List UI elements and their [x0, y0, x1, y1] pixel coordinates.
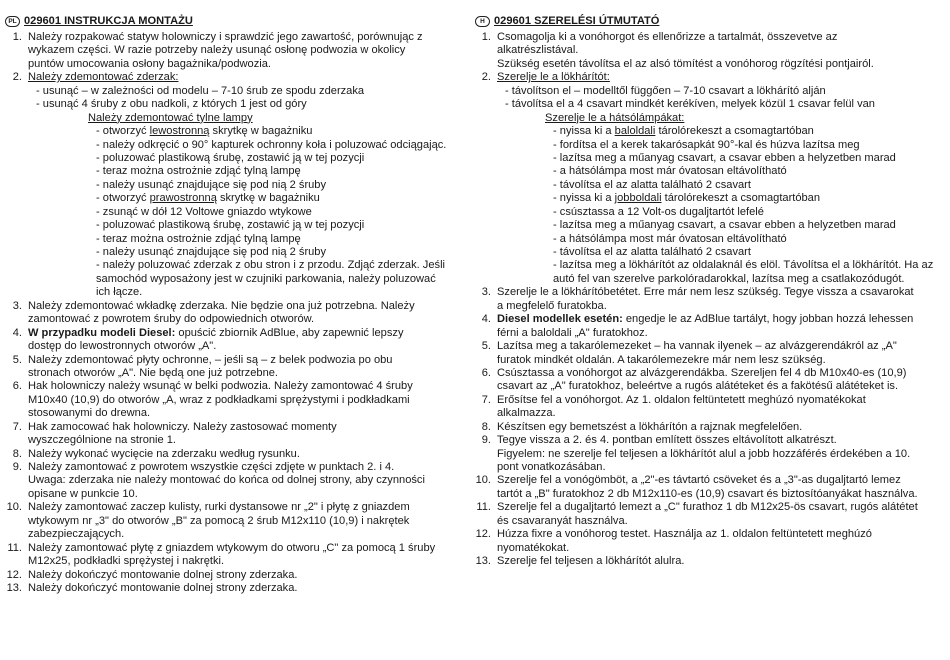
instruction-line [475, 233, 950, 246]
instruction-line [475, 407, 950, 420]
step-text: Należy dokończyć montowanie dolnej strony zderzaka. [28, 568, 298, 581]
step-text: Figyelem: ne szerelje fel teljesen a lökhárítót alul a jobb hozzáférés érdekében a 10. [497, 447, 911, 460]
step-text: - usunąć 4 śruby z obu nadkoli, z których 1 jest od góry [36, 98, 307, 111]
step-number: 4. [12, 326, 22, 339]
instruction-line [0, 313, 472, 326]
instruction-step [0, 31, 472, 44]
step-text: Należy dokończyć montowanie dolnej strony zderzaka. [28, 581, 298, 594]
step-text: - lazítsa meg a műanyag csavart, a csavar ebben a helyzetben marad [553, 151, 896, 164]
step-text: ich łącze. [96, 286, 143, 299]
step-text: Należy zamontować zaczep kulisty, rurki dystansowe nr „2" i płytę z gniazdem [28, 501, 410, 514]
step-text: - a hátsólámpa most már óvatosan eltávolítható [553, 165, 787, 178]
instruction-line [475, 165, 950, 178]
step-text: Należy zdemontować zderzak: [28, 71, 179, 84]
step-number: 5. [12, 353, 22, 366]
step-text: Należy zamontować płytę z gniazdem wtykowym do otworu „C" za pomocą 1 śruby [28, 541, 436, 554]
step-text: - należy odkręcić o 90° kapturek ochronny koła i poluzować odciągając. [96, 138, 447, 151]
instruction-line [0, 125, 472, 138]
instruction-line [475, 98, 950, 111]
step-number: 3. [481, 286, 491, 299]
step-text: stronach otworów „A". Nie będą one już potrzebne. [28, 366, 278, 379]
step-number: 7. [481, 393, 491, 406]
step-text: pont vonatkozásában. [497, 461, 606, 473]
step-text: Szerelje le a hátsólámpákat: [545, 111, 685, 124]
step-text: Szerelje fel teljesen a lökhárítót alulra. [497, 555, 685, 568]
instruction-line [475, 259, 950, 272]
step-text: Należy wykonać wycięcie na zderzaku według rysunku. [28, 447, 300, 460]
instruction-line [0, 286, 472, 299]
step-number: 13. [6, 581, 22, 594]
step-text: - lazítsa meg a lökhárítót az oldalaknál és elöl. Távolítsa el a lökhárítót. Ha az [553, 259, 934, 272]
step-text: - zsunąć w dół 12 Voltowe gniazdo wtykowe [96, 205, 312, 218]
instruction-line [0, 246, 472, 259]
step-number: 11. [476, 501, 491, 514]
step-text: Należy zdemontować wkładkę zderzaka. Nie będzie ona już potrzebna. Należy [28, 299, 415, 312]
step-text: Szerelje fel a dugaljtartó lemezt a „C" furathoz 1 db M12x25-ös csavart, rugós alátétet [497, 501, 918, 514]
step-text: - teraz można ostrożnie zdjąć tylną lampę [96, 165, 301, 178]
step-number: 11. [7, 541, 22, 554]
section-title-pl: 029601 INSTRUKCJA MONTAŻU [24, 15, 193, 27]
step-text: - fordítsa el a kerek takarósapkát 90°-kal és húzva lazítsa meg [553, 138, 860, 151]
step-text: - nyissa ki a baloldali tárolórekeszt a csomagtartóban [553, 125, 814, 138]
step-text: Szerelje le a lökhárítóbetétet. Erre már nem lesz szükség. Tegye vissza a csavarokat [497, 286, 914, 299]
instruction-line [475, 380, 950, 393]
step-text: M12x25, podkładki sprężystej i nakrętki. [28, 555, 225, 568]
instruction-line [0, 488, 472, 501]
step-text: furatok mindkét oldalán. A takarólemezekre már nem lesz szükség. [497, 353, 826, 366]
instruction-line [475, 206, 950, 219]
instruction-step [475, 367, 950, 380]
step-text: autó fel van szerelve parkolóradarokkal, lazítsa meg a csatlakozódugót. [553, 272, 905, 285]
step-number: 1. [481, 31, 491, 43]
instruction-list-hu [475, 31, 950, 569]
instruction-line [475, 354, 950, 367]
step-text: Lazítsa meg a takarólemezeket – ha vannak ilyenek – az alvázgerendákról az „A" [497, 340, 897, 353]
step-text: - távolítson el – modelltől függően – 7-10 csavart a lökhárító alján [505, 84, 826, 97]
step-text: csavart az „A" furatokhoz, beleértve a rugós alátéteket és a fakötésű alátéteket is. [497, 380, 899, 393]
section-header-hu [475, 15, 659, 28]
step-number: 6. [12, 380, 22, 393]
instruction-line [0, 98, 472, 111]
step-text: - otworzyć lewostronną skrytkę w bagażniku [96, 125, 313, 138]
instruction-step [0, 380, 472, 393]
instruction-line [0, 340, 472, 353]
step-text: Należy zdemontować tylne lampy [88, 111, 253, 124]
step-text: - teraz można ostrożnie zdjąć tylną lampę [96, 232, 301, 245]
step-number: 8. [481, 420, 491, 433]
step-text: - távolítsa el az alatta található 2 csavart [553, 246, 751, 258]
instruction-line [475, 219, 950, 232]
instruction-list-pl [0, 31, 472, 595]
instruction-step [475, 394, 950, 407]
step-text: Szerelje fel a vonógömböt, a „2"-es távtartó csöveket és a „3"-as dugaljtartó lemez [497, 474, 901, 487]
step-text: Tegye vissza a 2. és 4. pontban említett összes eltávolított alkatrészt. [497, 434, 837, 447]
instruction-step [0, 421, 472, 434]
step-text: - távolítsa el az alatta található 2 csavart [553, 178, 751, 191]
step-text: M10x40 (10,9) do otworów „A, wraz z podkładkami sprężystymi i podkładkami [28, 393, 410, 406]
step-number: 9. [12, 461, 22, 473]
step-text: Należy zamontować z powrotem wszystkie części zdjęte w punktach 2. i 4. [28, 461, 395, 473]
step-text: - a hátsólámpa most már óvatosan eltávolítható [553, 232, 787, 245]
instruction-line [475, 300, 950, 313]
step-text: - poluzować plastikową śrubę, zostawić ją w tej pozycji [96, 151, 365, 164]
step-number: 6. [481, 366, 491, 379]
step-text: zamontować z powrotem śruby do odpowiednich otworów. [28, 313, 315, 326]
step-text: Diesel modellek esetén: engedje le az AdBlue tartályt, hogy jobban hozzá lehessen [497, 313, 914, 326]
instruction-step [475, 71, 950, 84]
section-title-hu: 029601 SZERELÉSI ÚTMUTATÓ [494, 15, 660, 27]
step-text: stosowanymi do drewna. [28, 407, 151, 420]
instruction-line [0, 219, 472, 232]
step-number: 5. [481, 340, 491, 353]
instruction-line [475, 488, 950, 501]
instruction-line [0, 259, 472, 272]
instruction-step [0, 542, 472, 555]
instruction-step [475, 528, 950, 541]
step-text: alkalmazza. [497, 407, 556, 420]
instruction-line [0, 434, 472, 447]
step-text: - otworzyć prawostronną skrytkę w bagażniku [96, 192, 320, 205]
instruction-step [0, 327, 472, 340]
step-text: puntów umocowania osłony bagażnika/podwozia. [28, 57, 271, 70]
instruction-line [475, 515, 950, 528]
instruction-step [475, 313, 950, 326]
instruction-line [0, 555, 472, 568]
instruction-line [475, 192, 950, 205]
step-text: - poluzować plastikową śrubę, zostawić ją w tej pozycji [96, 219, 365, 232]
step-text: Szerelje le a lökhárítót: [497, 71, 610, 84]
instruction-step [0, 448, 472, 461]
instruction-line [475, 58, 950, 71]
step-number: 2. [481, 71, 491, 84]
step-text: samochód wyposażony jest w czujniki parkowania, należy poluzować [96, 272, 436, 285]
step-text: dostęp do lewostronnych otworów „A". [28, 340, 217, 353]
instruction-line [0, 407, 472, 420]
instruction-line [0, 85, 472, 98]
step-text: Szükség esetén távolítsa el az alsó tömítést a vonóhorog rögzítési pontjairól. [497, 57, 874, 70]
step-text: - nyissa ki a jobboldali tárolórekeszt a csomagtartóban [553, 192, 821, 205]
step-text: férni a baloldali „A" furatokhoz. [497, 326, 648, 339]
step-number: 1. [12, 31, 22, 43]
instruction-step [0, 582, 472, 595]
step-number: 9. [481, 434, 491, 447]
step-text: wyszczególnione na stronie 1. [28, 434, 176, 447]
instruction-line [475, 327, 950, 340]
instruction-line [475, 152, 950, 165]
step-text: opisane w punkcie 10. [28, 487, 138, 500]
instruction-line [0, 206, 472, 219]
step-text: - należy usunąć znajdujące się pod nią 2 śruby [96, 246, 327, 258]
step-number: 13. [475, 555, 491, 568]
step-text: Należy zdemontować płyty ochronne, – jeśli są – z belek podwozia po obu [28, 353, 393, 366]
instruction-step [0, 569, 472, 582]
instruction-line [0, 474, 472, 487]
step-text: wtykowym nr „3" do otworów „B" za pomocą 2 śrub M12x110 (10,9) i nakrętek [28, 514, 410, 527]
instruction-line [0, 515, 472, 528]
step-text: Hak zamocować hak holowniczy. Należy zastosować momenty [28, 420, 337, 433]
instruction-step [0, 461, 472, 474]
instruction-step [0, 354, 472, 367]
step-text: Húzza fixre a vonóhorog testet. Használja az 1. oldalon feltüntetett meghúzó [497, 528, 872, 541]
instruction-step [475, 434, 950, 447]
instruction-step [475, 286, 950, 299]
instruction-line [0, 112, 472, 125]
step-text: Należy rozpakować statyw holowniczy i sprawdzić jego zawartość, porównując z [28, 31, 423, 43]
instruction-line [475, 85, 950, 98]
instruction-step [0, 300, 472, 313]
step-number: 12. [475, 528, 491, 541]
instruction-line [0, 394, 472, 407]
step-text: wykazem części. W razie potrzeby należy usunąć osłonę podwozia w okolicy [28, 44, 406, 57]
step-number: 3. [12, 299, 22, 312]
instruction-step [475, 474, 950, 487]
step-number: 7. [12, 420, 22, 433]
instruction-step [475, 555, 950, 568]
step-text: - należy poluzować zderzak z obu stron i z przodu. Zdjąć zderzak. Jeśli [96, 259, 445, 272]
step-text: Csomagolja ki a vonóhorgot és ellenőrizze a tartalmát, összevetve az [497, 31, 838, 43]
instruction-line [475, 179, 950, 192]
instruction-line [0, 192, 472, 205]
instruction-line [0, 367, 472, 380]
language-badge-pl: PL [5, 16, 20, 27]
instruction-step [0, 501, 472, 514]
instruction-line [0, 233, 472, 246]
step-number: 10. [475, 474, 491, 487]
step-text: - usunąć – w zależności od modelu – 7-10 śrub ze spodu zderzaka [36, 84, 365, 97]
instruction-line [0, 44, 472, 57]
instruction-line [0, 152, 472, 165]
instruction-line [475, 44, 950, 57]
step-text: W przypadku modeli Diesel: opuścić zbiornik AdBlue, aby zapewnić lepszy [28, 326, 404, 339]
step-text: Erősítse fel a vonóhorgot. Az 1. oldalon feltüntetett meghúzó nyomatékokat [497, 393, 866, 406]
step-text: - lazítsa meg a műanyag csavart, a csavar ebben a helyzetben marad [553, 219, 896, 232]
instruction-line [475, 112, 950, 125]
step-number: 4. [481, 313, 491, 326]
instruction-line [0, 58, 472, 71]
step-text: Hak holowniczy należy wsunąć w belki podwozia. Należy zamontować 4 śruby [28, 380, 413, 393]
instruction-step [475, 340, 950, 353]
instruction-line [475, 461, 950, 474]
step-text: - távolítsa el a 4 csavart mindkét kerékíven, melyek közül 1 csavar felül van [505, 98, 875, 111]
step-text: - csúsztassa a 12 Volt-os dugaljtartót lefelé [553, 205, 764, 218]
section-header-pl [5, 15, 193, 28]
language-badge-hu: H [475, 16, 490, 27]
step-text: - należy usunąć znajdujące się pod nią 2 śruby [96, 178, 327, 191]
step-text: Csúsztassa a vonóhorgot az alvázgerendákba. Szereljen fel 4 db M10x40-es (10,9) [497, 366, 907, 379]
instruction-step [0, 71, 472, 84]
step-text: és csavaranyát használva. [497, 514, 628, 527]
instruction-line [0, 139, 472, 152]
step-text: tartót a „B" furatokhoz 2 db M12x110-es (10,9) csavart és biztosítóanyákat használva. [497, 487, 918, 500]
instruction-line [0, 273, 472, 286]
instruction-line [475, 246, 950, 259]
instruction-line [475, 542, 950, 555]
instruction-line [0, 165, 472, 178]
instruction-step [475, 501, 950, 514]
step-number: 8. [12, 447, 22, 460]
instruction-line [0, 528, 472, 541]
instruction-step [475, 31, 950, 44]
step-text: Uwaga: zderzaka nie należy montować do końca od dolnej strony, aby czynności [28, 474, 425, 487]
instruction-step [475, 421, 950, 434]
step-text: nyomatékokat. [497, 541, 570, 554]
instruction-line [475, 139, 950, 152]
instruction-line [475, 273, 950, 286]
instruction-line [0, 179, 472, 192]
step-text: a megfelelő furatokba. [497, 299, 607, 312]
step-text: alkatrészlistával. [497, 44, 579, 57]
instruction-line [475, 448, 950, 461]
step-number: 10. [6, 501, 22, 514]
instruction-line [475, 125, 950, 138]
step-text: zabezpieczających. [28, 528, 125, 541]
step-text: Készítsen egy bemetszést a lökhárítón a rajznak megfelelően. [497, 420, 803, 433]
step-number: 12. [6, 568, 22, 581]
step-number: 2. [12, 71, 22, 84]
